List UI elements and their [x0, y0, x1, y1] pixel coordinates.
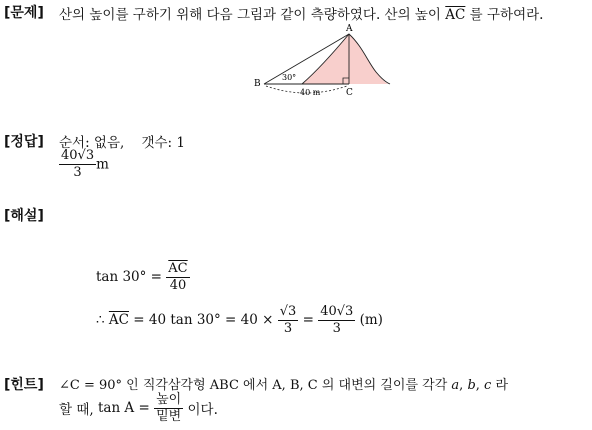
eq2-frac2-den: 3 [332, 320, 341, 336]
eq1-num: $\overline{AC}$ [168, 261, 188, 276]
answer-line1: 순서: 없음, 갯수: 1 [59, 135, 185, 151]
hint-var-b: b [467, 378, 476, 393]
hint-var-a: a [451, 378, 460, 393]
answer-fraction [59, 149, 96, 179]
hint-frac-den: 밑변 [156, 408, 182, 424]
eq2-therefore: ∴ [96, 312, 105, 329]
solution-eq2 [96, 305, 383, 335]
hint-line2-end: 이다. [187, 402, 218, 419]
hint-tag: [힌트] [4, 377, 44, 393]
hint-line2 [59, 393, 218, 423]
label-a: A [346, 24, 353, 34]
angle-label: 30° [282, 73, 297, 82]
answer-frac-num: 40√3 [61, 148, 95, 163]
mountain-shaded-region [302, 34, 349, 84]
distance-label: 40 m [300, 88, 321, 97]
answer-unit: m [96, 156, 109, 173]
problem-ac: $\overline{AC}$ [445, 7, 466, 23]
eq2-frac2-num: 40√3 [320, 304, 354, 319]
eq1-fraction [166, 262, 189, 292]
label-b: B [254, 79, 261, 89]
eq2-fraction2 [318, 305, 355, 335]
mountain-figure [250, 22, 400, 98]
hint-var-c: c [484, 378, 492, 393]
eq2-frac1-den: 3 [283, 320, 293, 336]
answer-tag: [정답] [4, 134, 44, 150]
hint-line1-end: 라 [495, 378, 509, 393]
problem-text-before: 산의 높이를 구하기 위해 다음 그림과 같이 측량하였다. 산의 높이 [59, 7, 441, 23]
answer-frac-den: 3 [73, 164, 82, 180]
eq2-mid: = 40 tan 30° = 40 × [133, 312, 274, 329]
hint-frac-num: 높이 [156, 392, 182, 407]
label-c: C [346, 88, 353, 98]
eq2-fraction1 [278, 305, 299, 335]
solution-tag: [해설] [4, 208, 44, 224]
eq2-eq: = [302, 312, 314, 329]
answer-value [59, 149, 109, 179]
hint-line1-a: ∠C = 90° 인 직각삼각형 ABC 에서 A, B, C 의 대변의 길이를 각각 [59, 378, 448, 393]
eq2-frac1-num: √3 [279, 304, 297, 319]
eq1-lhs: tan 30° = [96, 269, 162, 286]
solution-eq1 [96, 262, 190, 292]
hint-line2-start: 할 때, [59, 402, 94, 419]
eq1-den: 40 [169, 277, 187, 293]
eq2-unit: (m) [359, 312, 383, 329]
hint-line1: ∠C = 90° 인 직각삼각형 ABC 에서 A, B, C 의 대변의 길이를 각각 a, b, c 라 [59, 378, 509, 393]
problem-text [59, 3, 543, 23]
hint-fraction [154, 393, 183, 423]
problem-text-after: 를 구하여라. [469, 7, 544, 23]
eq2-ac: $\overline{AC}$ [108, 312, 129, 329]
problem-tag: [문제] [4, 5, 44, 21]
hint-tanA: tan A = [97, 400, 150, 417]
mountain-right-shade [349, 34, 388, 84]
